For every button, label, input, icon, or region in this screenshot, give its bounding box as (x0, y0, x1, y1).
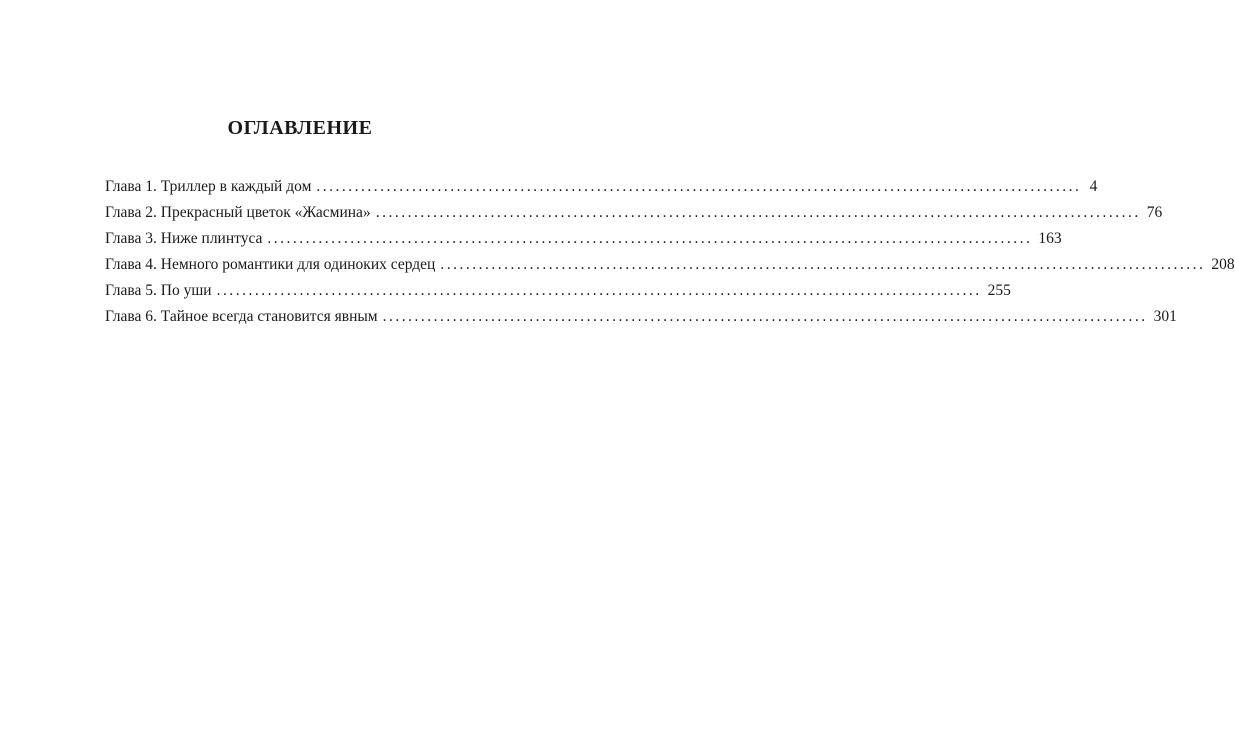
toc-entry-label: Глава 6. Тайное всегда становится явным (105, 308, 378, 325)
toc-entry (105, 177, 1098, 203)
toc-entry-page: 4 (1089, 178, 1098, 195)
dot-leader: ........................................................................................................................ (216, 282, 982, 299)
page-title: ОГЛАВЛЕНИЕ (227, 117, 373, 139)
dot-leader: ........................................................................................................................ (267, 230, 1033, 247)
toc-entry-page: 163 (1038, 230, 1062, 247)
toc-entry-page: 255 (987, 282, 1011, 299)
toc-entry (105, 229, 1062, 255)
toc-entry (105, 307, 1177, 333)
toc-entry (105, 281, 1011, 307)
dot-leader: ........................................................................................................................ (316, 178, 1082, 195)
dot-leader: ........................................................................................................................ (440, 256, 1206, 273)
toc-entry-label: Глава 2. Прекрасный цветок «Жасмина» (105, 204, 371, 221)
dot-leader: ........................................................................................................................ (375, 204, 1141, 221)
table-of-contents (105, 177, 1235, 333)
toc-entry-page: 208 (1211, 256, 1235, 273)
toc-entry (105, 203, 1163, 229)
toc-entry-label: Глава 3. Ниже плинтуса (105, 230, 263, 247)
dot-leader: ........................................................................................................................ (382, 308, 1148, 325)
toc-entry-label: Глава 5. По уши (105, 282, 212, 299)
toc-entry-label: Глава 4. Немного романтики для одиноких сердец (105, 256, 436, 273)
toc-entry-label: Глава 1. Триллер в каждый дом (105, 178, 312, 195)
toc-entry-page: 301 (1153, 308, 1177, 325)
toc-entry-page: 76 (1146, 204, 1163, 221)
toc-entry (105, 255, 1235, 281)
